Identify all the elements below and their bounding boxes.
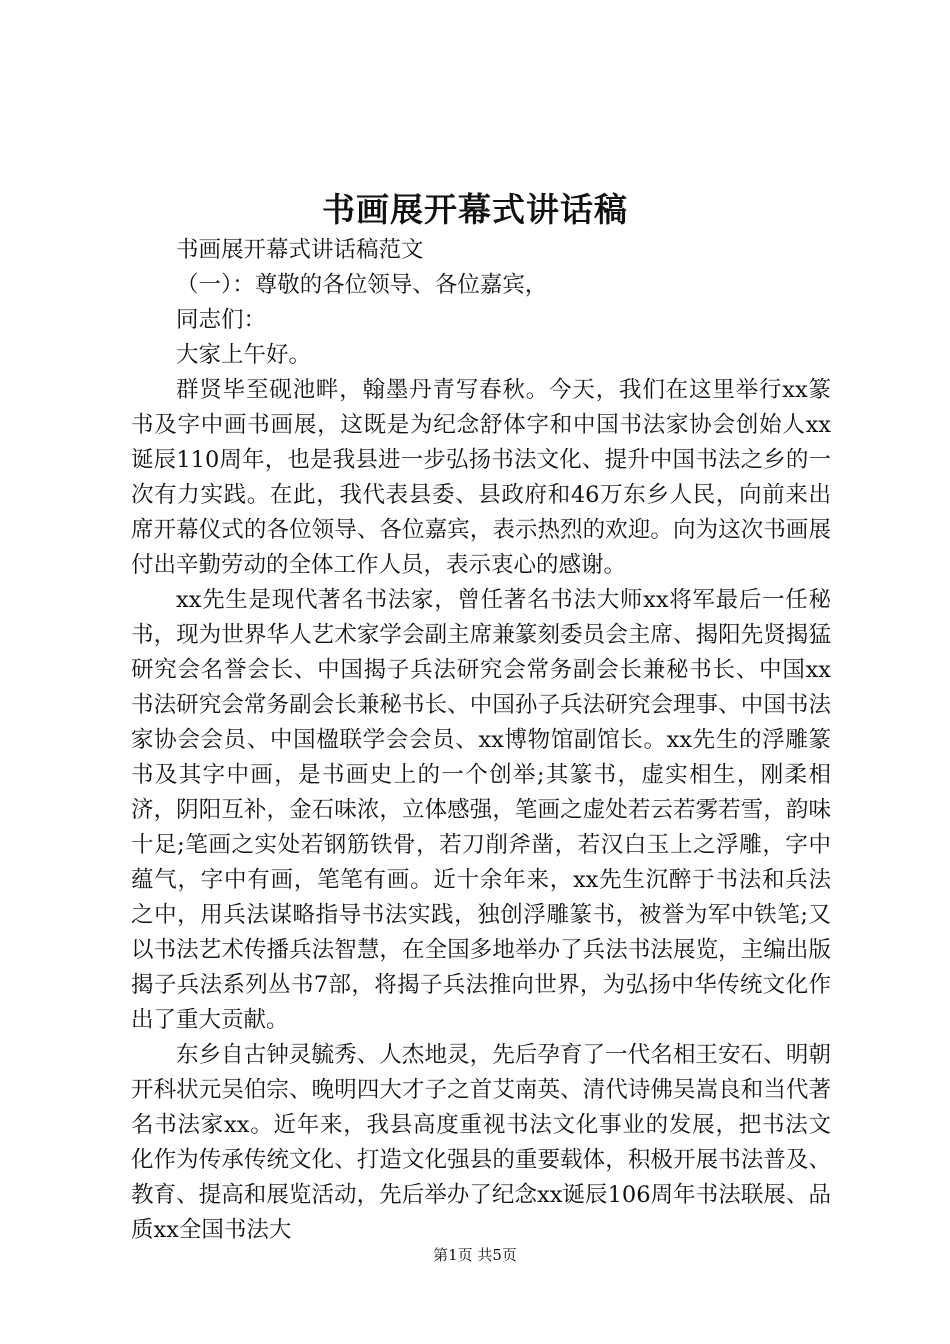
greeting-paragraph: 大家上午好。 — [176, 342, 312, 368]
salutation-paragraph: （一）：尊敬的各位领导、各位嘉宾， — [176, 272, 548, 298]
salutation-paragraph: 同志们： — [176, 307, 267, 333]
page-number-footer: 第1页 共5页 — [433, 1246, 517, 1264]
body-paragraph: 东乡自古钟灵毓秀、人杰地灵，先后孕育了一代名相王安石、明朝开科状元吴伯宗、晚明四大才子之首艾南英、清代诗佛吴嵩良和当代著名书法家xx。近年来，我县高度重视书法文化事业的发展，把书法文化作为传承传统文化、打造文化强县的重要载体，积极开展书法普及、教育、提高和展览活动，先后举办了纪念xx诞辰106周年书法联展、品质xx全国书法大 — [131, 1042, 831, 1243]
document-body — [131, 233, 831, 1248]
document-title: 书画展开幕式讲话稿 — [322, 190, 628, 229]
subtitle-paragraph: 书画展开幕式讲话稿范文 — [176, 237, 424, 263]
body-paragraph: xx先生是现代著名书法家，曾任著名书法大师xx将军最后一任秘书，现为世界华人艺术家学会副主席兼篆刻委员会主席、揭阳先贤揭猛研究会名誉会长、中国揭子兵法研究会常务副会长兼秘书长、中国xx书法研究会常务副会长兼秘书长、中国孙子兵法研究会理事、中国书法家协会会员、中国楹联学会会员、xx博物馆副馆长。xx先生的浮雕篆书及其字中画，是书画史上的一个创举;其篆书，虚实相生，刚柔相济，阴阳互补，金石味浓，立体感强，笔画之虚处若云若雾若雪，韵味十足;笔画之实处若钢筋铁骨，若刀削斧凿，若汉白玉上之浮雕，字中蕴气，字中有画，笔笔有画。近十余年来，xx先生沉醉于书法和兵法之中，用兵法谋略指导书法实践，独创浮雕篆书，被誉为军中铁笔;又以书法艺术传播兵法智慧，在全国多地举办了兵法书法展览，主编出版揭子兵法系列丛书7部，将揭子兵法推向世界，为弘扬中华传统文化作出了重大贡献。 — [131, 587, 831, 1033]
body-paragraph: 群贤毕至砚池畔，翰墨丹青写春秋。今天，我们在这里举行xx篆书及字中画书画展，这既是为纪念舒体字和中国书法家协会创始人xx诞辰110周年，也是我县进一步弘扬书法文化、提升中国书法之乡的一次有力实践。在此，我代表县委、县政府和46万东乡人民，向前来出席开幕仪式的各位领导、各位嘉宾，表示热烈的欢迎。向为这次书画展付出辛勤劳动的全体工作人员，表示衷心的感谢。 — [131, 377, 831, 578]
